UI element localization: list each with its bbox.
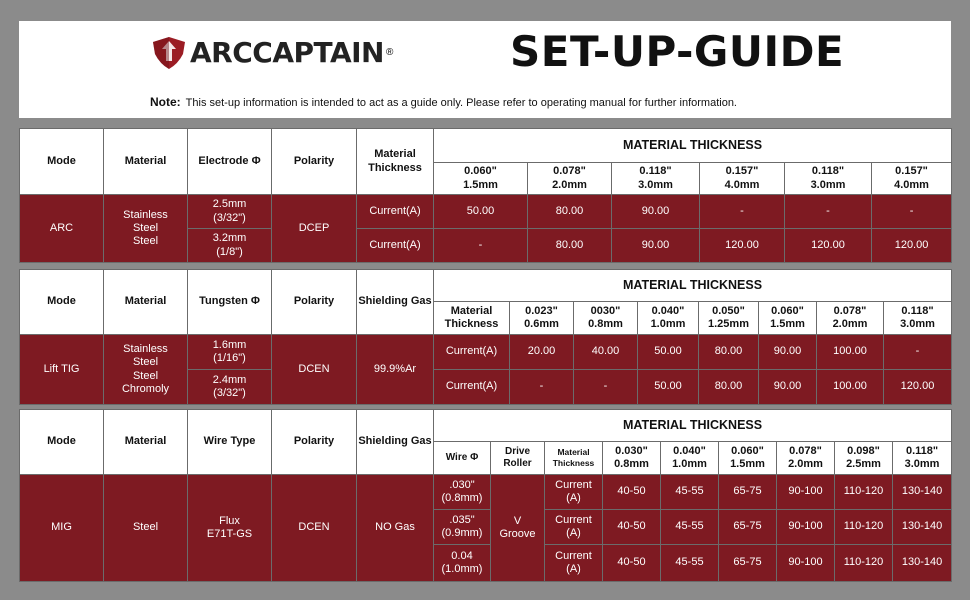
tig-thickness-cell: 0.050" 1.25mm xyxy=(699,302,759,335)
header-banner xyxy=(19,21,951,118)
note-text: This set-up information is intended to act as a guide only. Please refer to operating manual for further information. xyxy=(185,97,737,109)
tig-value: - xyxy=(510,370,574,405)
mig-value: 90-100 xyxy=(777,545,835,582)
tig-tungsten-cell: 1.6mm (1/16") xyxy=(188,335,272,370)
tig-gas-header: Shielding Gas xyxy=(357,270,434,335)
mig-row-label: Current (A) xyxy=(545,475,603,510)
mig-mode-header: Mode xyxy=(20,410,104,475)
tig-section xyxy=(19,269,951,404)
arc-value: 120.00 xyxy=(872,229,952,263)
mig-value: 110-120 xyxy=(835,510,893,545)
tig-value: 20.00 xyxy=(510,335,574,370)
tig-value: 80.00 xyxy=(699,335,759,370)
tig-value: - xyxy=(574,370,638,405)
mig-thickness-cell: 0.098" 2.5mm xyxy=(835,442,893,475)
mig-value: 45-55 xyxy=(661,510,719,545)
mig-value: 110-120 xyxy=(835,475,893,510)
mig-mode-cell: MIG xyxy=(20,475,104,582)
tig-table xyxy=(19,269,952,405)
arc-thickness-cell: 0.060" 1.5mm xyxy=(434,163,528,195)
arc-section xyxy=(19,128,951,262)
tig-thickness-cell: 0.118" 3.0mm xyxy=(884,302,952,335)
arc-material-thickness-header: MATERIAL THICKNESS xyxy=(434,129,952,163)
arc-thickness-cell: 0.078" 2.0mm xyxy=(528,163,612,195)
tig-tungsten-cell: 2.4mm (3/32") xyxy=(188,370,272,405)
mig-value: 90-100 xyxy=(777,510,835,545)
tig-value: 50.00 xyxy=(638,370,699,405)
arc-mat-thick-header: Material Thickness xyxy=(357,129,434,195)
arc-thickness-cell: 0.118" 3.0mm xyxy=(612,163,700,195)
mig-row-label: Current (A) xyxy=(545,510,603,545)
arc-electrode-header: Electrode Φ xyxy=(188,129,272,195)
tig-value: 100.00 xyxy=(817,370,884,405)
tig-mode-cell: Lift TIG xyxy=(20,335,104,405)
tig-thickness-cell: 0.078" 2.0mm xyxy=(817,302,884,335)
mig-value: 40-50 xyxy=(603,475,661,510)
arc-thickness-cell: 0.157" 4.0mm xyxy=(872,163,952,195)
brand-name: ARCCAPTAIN xyxy=(190,36,384,69)
mig-value: 65-75 xyxy=(719,475,777,510)
arc-thickness-cell: 0.118" 3.0mm xyxy=(785,163,872,195)
tig-tungsten-header: Tungsten Φ xyxy=(188,270,272,335)
arc-value: 90.00 xyxy=(612,229,700,263)
tig-mat-thick-label: Material Thickness xyxy=(434,302,510,335)
mig-value: 90-100 xyxy=(777,475,835,510)
arc-mode-header: Mode xyxy=(20,129,104,195)
arc-value: 120.00 xyxy=(700,229,785,263)
mig-thickness-cell: 0.118" 3.0mm xyxy=(893,442,952,475)
mig-material-header: Material xyxy=(104,410,188,475)
arc-material-cell: Stainless Steel Steel xyxy=(104,195,188,263)
arc-value: - xyxy=(700,195,785,229)
tig-material-thickness-header: MATERIAL THICKNESS xyxy=(434,270,952,302)
tig-value: 80.00 xyxy=(699,370,759,405)
mig-mat-thick-label: Material Thickness xyxy=(545,442,603,475)
tig-material-header: Material xyxy=(104,270,188,335)
tig-value: 120.00 xyxy=(884,370,952,405)
mig-value: 45-55 xyxy=(661,475,719,510)
mig-wire-cell: .035" (0.9mm) xyxy=(434,510,491,545)
mig-wire-cell: 0.04 (1.0mm) xyxy=(434,545,491,582)
mig-wire-type-header: Wire Type xyxy=(188,410,272,475)
mig-polarity-header: Polarity xyxy=(272,410,357,475)
tig-thickness-cell: 0030" 0.8mm xyxy=(574,302,638,335)
mig-value: 110-120 xyxy=(835,545,893,582)
mig-row-label: Current (A) xyxy=(545,545,603,582)
arc-polarity-cell: DCEP xyxy=(272,195,357,263)
mig-thickness-cell: 0.078" 2.0mm xyxy=(777,442,835,475)
tig-value: 40.00 xyxy=(574,335,638,370)
mig-value: 65-75 xyxy=(719,510,777,545)
mig-material-cell: Steel xyxy=(104,475,188,582)
arc-row-label: Current(A) xyxy=(357,195,434,229)
arc-value: 80.00 xyxy=(528,195,612,229)
page-title: SET-UP-GUIDE xyxy=(510,27,845,76)
registered-mark: ® xyxy=(385,47,394,58)
mig-value: 40-50 xyxy=(603,545,661,582)
tig-thickness-cell: 0.060" 1.5mm xyxy=(759,302,817,335)
mig-wire-header: Wire Φ xyxy=(434,442,491,475)
arc-thickness-cell: 0.157" 4.0mm xyxy=(700,163,785,195)
arc-value: - xyxy=(872,195,952,229)
mig-table xyxy=(19,409,952,582)
mig-gas-cell: NO Gas xyxy=(357,475,434,582)
tig-value: 50.00 xyxy=(638,335,699,370)
arc-polarity-header: Polarity xyxy=(272,129,357,195)
tig-row-label: Current(A) xyxy=(434,335,510,370)
tig-polarity-header: Polarity xyxy=(272,270,357,335)
mig-value: 130-140 xyxy=(893,510,952,545)
mig-wire-type-cell: Flux E71T-GS xyxy=(188,475,272,582)
tig-row-label: Current(A) xyxy=(434,370,510,405)
arc-value: 120.00 xyxy=(785,229,872,263)
note-label: Note: xyxy=(150,95,181,109)
shield-logo-icon xyxy=(150,37,188,69)
arc-value: 90.00 xyxy=(612,195,700,229)
mig-thickness-cell: 0.030" 0.8mm xyxy=(603,442,661,475)
arc-value: - xyxy=(434,229,528,263)
mig-thickness-cell: 0.060" 1.5mm xyxy=(719,442,777,475)
arc-electrode-cell: 3.2mm (1/8") xyxy=(188,229,272,263)
mig-value: 40-50 xyxy=(603,510,661,545)
tig-gas-cell: 99.9%Ar xyxy=(357,335,434,405)
tig-value: 100.00 xyxy=(817,335,884,370)
arc-value: 50.00 xyxy=(434,195,528,229)
tig-polarity-cell: DCEN xyxy=(272,335,357,405)
mig-drive-header: Drive Roller xyxy=(491,442,545,475)
note-line xyxy=(150,95,737,109)
mig-wire-cell: .030" (0.8mm) xyxy=(434,475,491,510)
tig-thickness-cell: 0.023" 0.6mm xyxy=(510,302,574,335)
mig-polarity-cell: DCEN xyxy=(272,475,357,582)
tig-thickness-cell: 0.040" 1.0mm xyxy=(638,302,699,335)
mig-value: 130-140 xyxy=(893,475,952,510)
arc-row-label: Current(A) xyxy=(357,229,434,263)
mig-section xyxy=(19,409,951,581)
arc-table xyxy=(19,128,952,263)
mig-value: 45-55 xyxy=(661,545,719,582)
mig-thickness-cell: 0.040" 1.0mm xyxy=(661,442,719,475)
mig-gas-header: Shielding Gas xyxy=(357,410,434,475)
arc-value: - xyxy=(785,195,872,229)
arc-electrode-cell: 2.5mm (3/32") xyxy=(188,195,272,229)
brand-logo xyxy=(150,36,393,69)
tig-mode-header: Mode xyxy=(20,270,104,335)
arc-material-header: Material xyxy=(104,129,188,195)
tig-material-cell: Stainless Steel Steel Chromoly xyxy=(104,335,188,405)
tig-value: 90.00 xyxy=(759,335,817,370)
arc-mode-cell: ARC xyxy=(20,195,104,263)
arc-value: 80.00 xyxy=(528,229,612,263)
mig-material-thickness-header: MATERIAL THICKNESS xyxy=(434,410,952,442)
mig-value: 130-140 xyxy=(893,545,952,582)
tig-value: 90.00 xyxy=(759,370,817,405)
mig-value: 65-75 xyxy=(719,545,777,582)
tig-value: - xyxy=(884,335,952,370)
mig-drive-roller-cell: V Groove xyxy=(491,475,545,582)
